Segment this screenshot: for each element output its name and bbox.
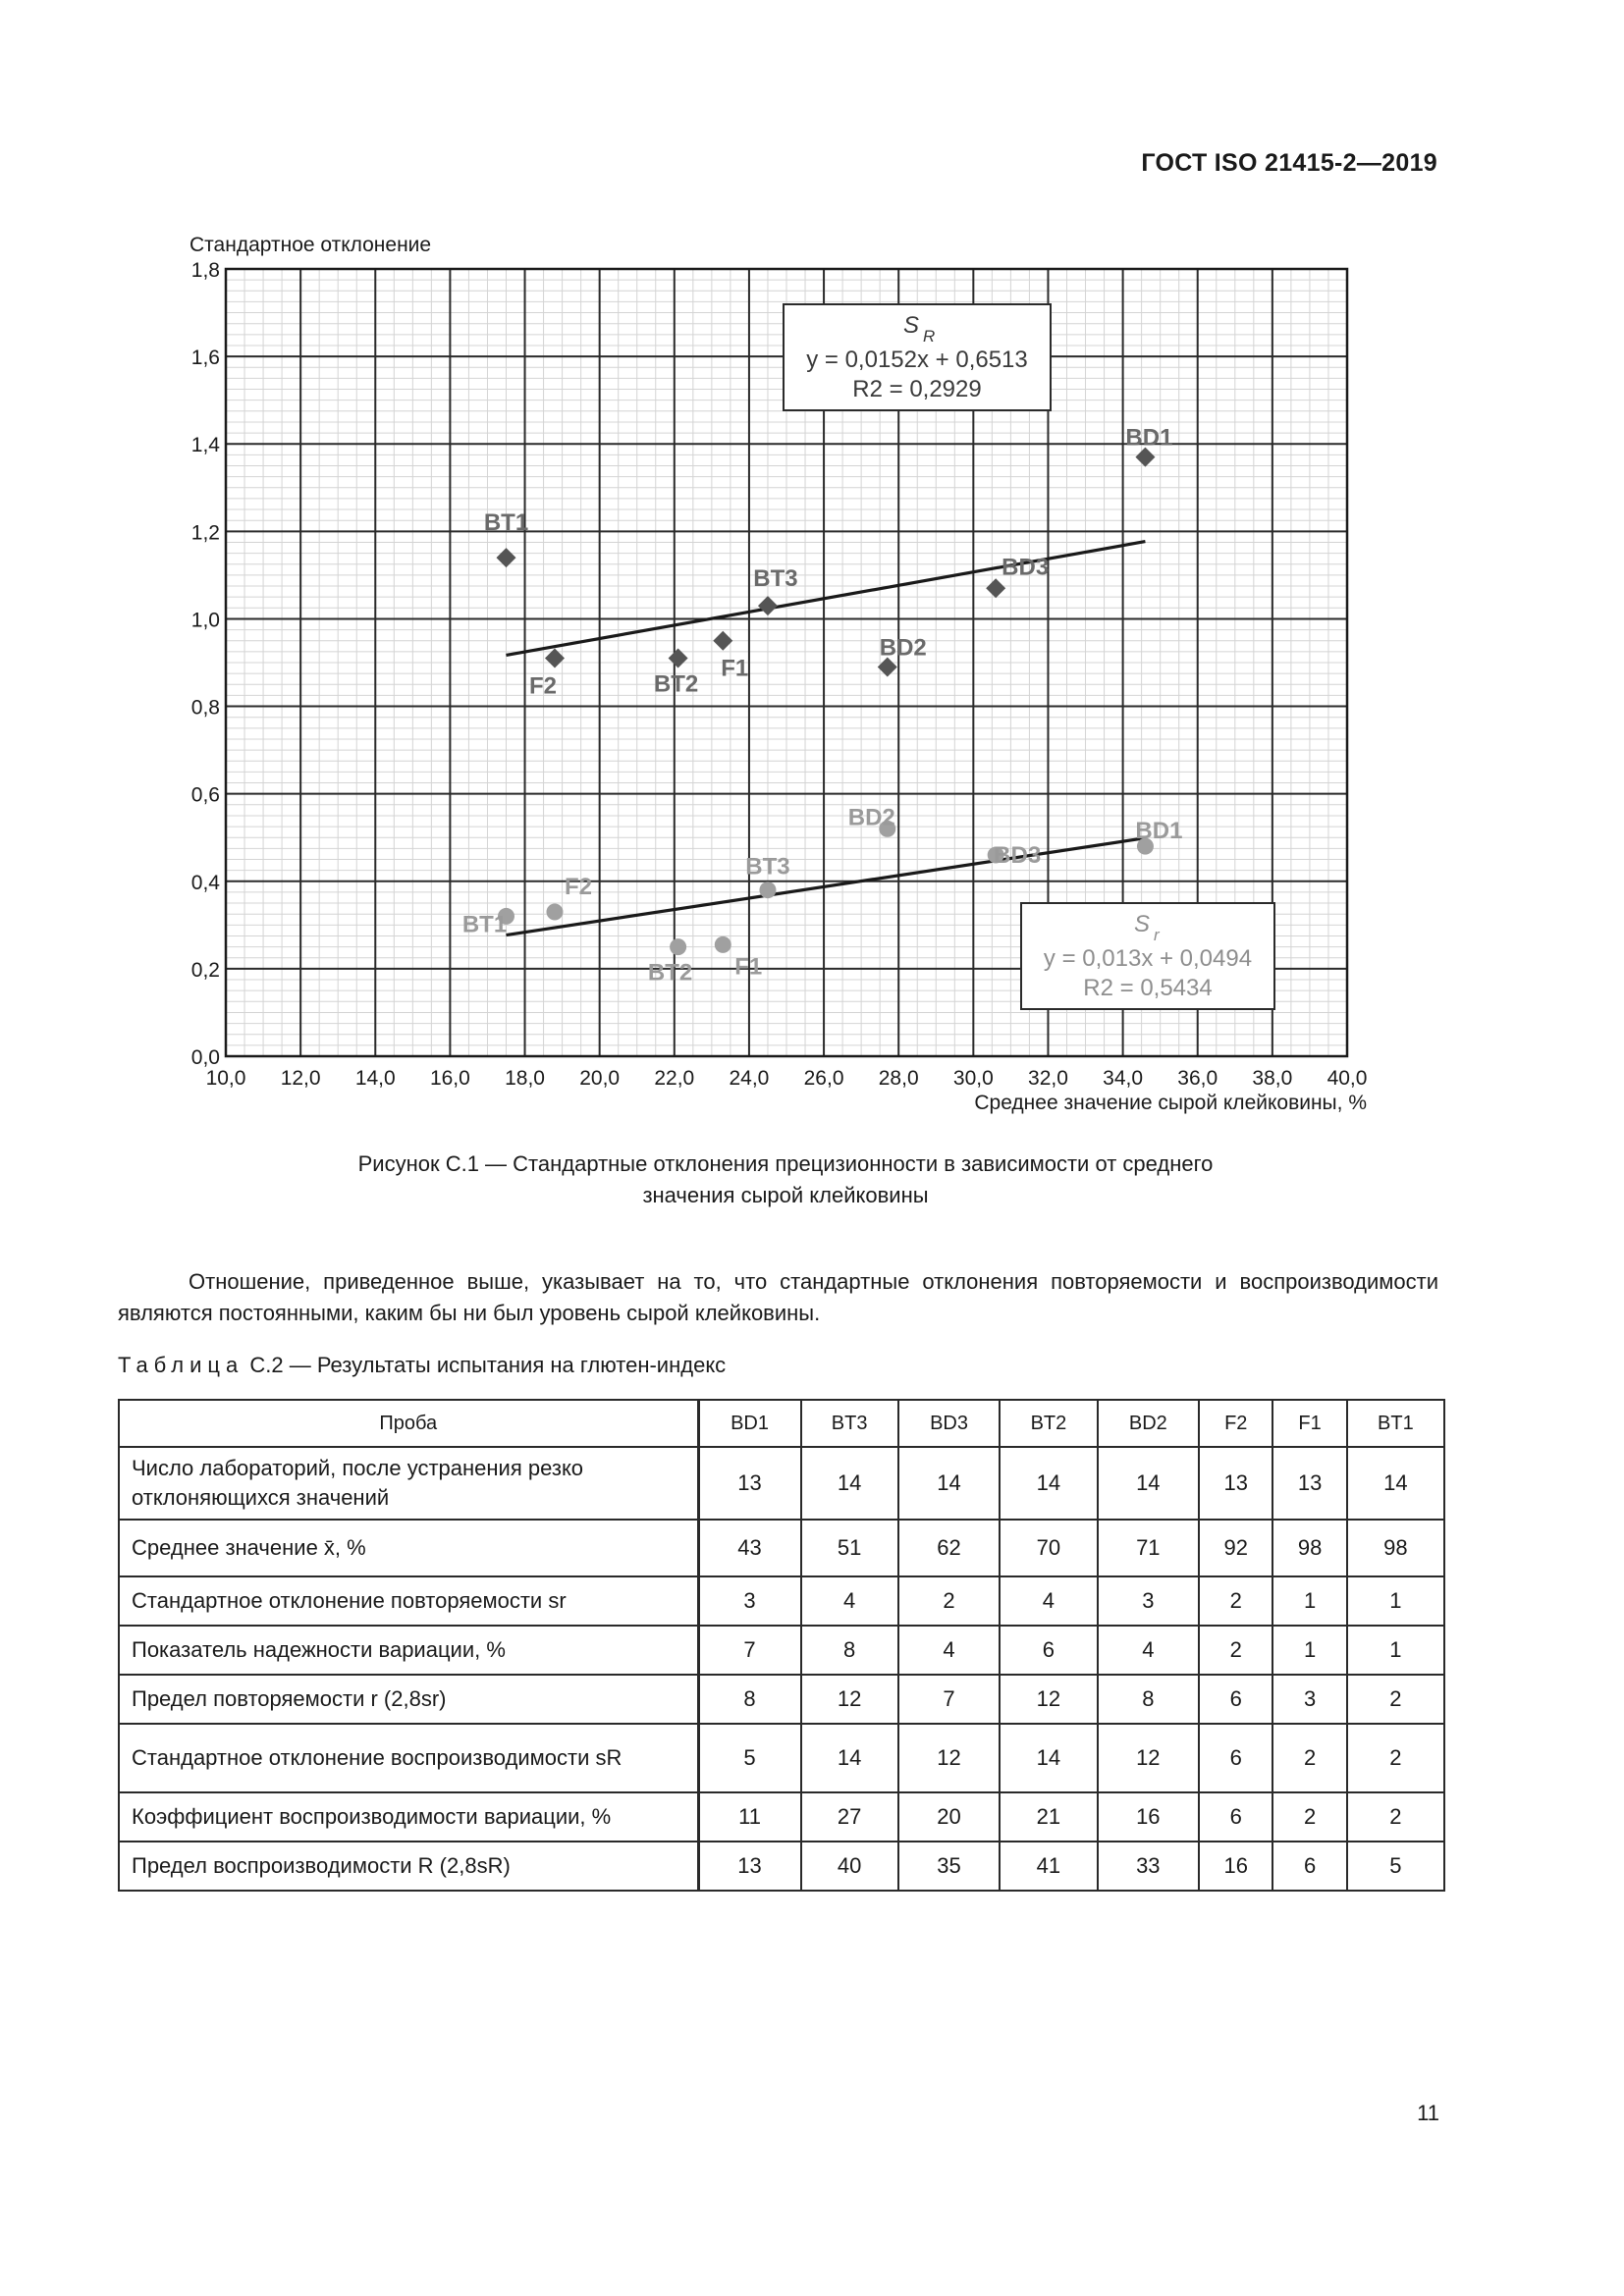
regression-equation: y = 0,013x + 0,0494	[1043, 945, 1253, 972]
figure-caption-line2: значения сырой клейковины	[642, 1183, 929, 1207]
y-tick-label: 0,4	[190, 871, 220, 894]
table-cell: 8	[1098, 1675, 1200, 1724]
point-label: BD3	[994, 842, 1042, 870]
table-cell: 21	[1000, 1792, 1097, 1842]
x-tick-label: 34,0	[1103, 1067, 1144, 1090]
row-label: Показатель надежности вариации, %	[119, 1626, 698, 1675]
x-tick-label: 38,0	[1252, 1067, 1293, 1090]
point-label: BT1	[483, 509, 529, 537]
row-label: Стандартное отклонение повторяемости sr	[119, 1576, 698, 1626]
column-header: Проба	[119, 1400, 698, 1447]
table-cell: 8	[698, 1675, 801, 1724]
table-cell: 1	[1347, 1626, 1444, 1675]
x-tick-label: 40,0	[1326, 1067, 1368, 1090]
row-label: Стандартное отклонение воспроизводимости sR	[119, 1724, 698, 1792]
table-body	[119, 1447, 1444, 1891]
x-tick-label: 16,0	[429, 1067, 470, 1090]
diamond-marker	[758, 596, 778, 615]
point-label: BD2	[847, 804, 895, 831]
table-cell: 2	[1272, 1724, 1346, 1792]
table-cell: 2	[1347, 1724, 1444, 1792]
table-cell: 13	[1199, 1447, 1272, 1520]
table-cell: 14	[898, 1447, 1001, 1520]
table-cell: 71	[1098, 1520, 1200, 1576]
row-label: Предел воспроизводимости R (2,8sR)	[119, 1842, 698, 1891]
table-row	[119, 1520, 1444, 1576]
table-cell: 98	[1347, 1520, 1444, 1576]
table-cell: 13	[698, 1447, 801, 1520]
table-cell: 6	[1000, 1626, 1097, 1675]
table-cell: 43	[698, 1520, 801, 1576]
table-cell: 7	[898, 1675, 1001, 1724]
table-cell: 2	[898, 1576, 1001, 1626]
y-tick-label: 1,8	[190, 259, 220, 282]
table-cell: 12	[801, 1675, 898, 1724]
table-cell: 4	[1000, 1576, 1097, 1626]
x-tick-label: 10,0	[205, 1067, 246, 1090]
y-tick-label: 0,0	[190, 1046, 220, 1069]
x-axis-title: Среднее значение сырой клейковины, %	[974, 1092, 1367, 1114]
standard-designation: ГОСТ ISO 21415-2—2019	[1141, 149, 1437, 177]
table-cell: 12	[1098, 1724, 1200, 1792]
table-cell: 6	[1272, 1842, 1346, 1891]
x-tick-label: 12,0	[280, 1067, 321, 1090]
column-header: BD2	[1098, 1400, 1200, 1447]
regression-name: S	[902, 312, 920, 339]
table-cell: 1	[1272, 1626, 1346, 1675]
table-row	[119, 1675, 1444, 1724]
table-cell: 12	[898, 1724, 1001, 1792]
column-header: BD1	[698, 1400, 801, 1447]
circle-marker	[715, 936, 731, 953]
table-title-rest: С.2 — Результаты испытания на глютен-индекс	[249, 1353, 727, 1377]
point-label: F1	[734, 953, 763, 981]
column-header: BD3	[898, 1400, 1001, 1447]
y-tick-label: 1,4	[190, 434, 220, 457]
table-cell: 2	[1347, 1792, 1444, 1842]
table-cell: 14	[1098, 1447, 1200, 1520]
point-label: BD1	[1135, 818, 1183, 845]
table-title	[118, 1353, 726, 1378]
table-row	[119, 1792, 1444, 1842]
diamond-marker	[986, 578, 1005, 598]
table-cell: 14	[1347, 1447, 1444, 1520]
results-table	[118, 1399, 1445, 1892]
table-cell: 7	[698, 1626, 801, 1675]
table-cell: 27	[801, 1792, 898, 1842]
table-row	[119, 1626, 1444, 1675]
point-label: BT3	[753, 565, 798, 593]
circle-marker	[670, 938, 686, 955]
y-tick-label: 0,6	[190, 783, 220, 807]
x-tick-label: 18,0	[505, 1067, 545, 1090]
table-cell: 92	[1199, 1520, 1272, 1576]
point-label: BT1	[461, 911, 508, 938]
table-cell: 4	[1098, 1626, 1200, 1675]
table-cell: 4	[801, 1576, 898, 1626]
table-cell: 16	[1098, 1792, 1200, 1842]
precision-scatter-chart	[0, 0, 1624, 1139]
table-cell: 70	[1000, 1520, 1097, 1576]
table-row	[119, 1842, 1444, 1891]
table-cell: 5	[698, 1724, 801, 1792]
table-row	[119, 1576, 1444, 1626]
table-cell: 11	[698, 1792, 801, 1842]
table-cell: 3	[1272, 1675, 1346, 1724]
table-cell: 14	[1000, 1447, 1097, 1520]
column-header: BT2	[1000, 1400, 1097, 1447]
column-header: F2	[1199, 1400, 1272, 1447]
table-cell: 1	[1272, 1576, 1346, 1626]
table-cell: 1	[1347, 1576, 1444, 1626]
x-tick-label: 28,0	[878, 1067, 919, 1090]
x-tick-label: 14,0	[354, 1067, 396, 1090]
table-cell: 98	[1272, 1520, 1346, 1576]
regression-r-squared: R2 = 0,2929	[852, 376, 982, 402]
x-tick-label: 24,0	[729, 1067, 770, 1090]
x-tick-label: 22,0	[654, 1067, 695, 1090]
column-header: F1	[1272, 1400, 1346, 1447]
table-header-row	[119, 1400, 1444, 1447]
table-cell: 6	[1199, 1792, 1272, 1842]
row-label: Предел повторяемости r (2,8sr)	[119, 1675, 698, 1724]
y-tick-label: 0,2	[190, 958, 220, 982]
table-cell: 6	[1199, 1724, 1272, 1792]
table-cell: 40	[801, 1842, 898, 1891]
y-tick-label: 1,6	[190, 347, 220, 370]
x-tick-label: 20,0	[579, 1067, 621, 1090]
table-cell: 3	[1098, 1576, 1200, 1626]
point-label: BT2	[653, 670, 699, 698]
table-cell: 4	[898, 1626, 1001, 1675]
point-label: BD2	[879, 634, 927, 662]
table-cell: 41	[1000, 1842, 1097, 1891]
table-row	[119, 1724, 1444, 1792]
table-row	[119, 1447, 1444, 1520]
regression-name-subscript: R	[923, 327, 936, 346]
y-tick-label: 1,0	[190, 609, 220, 632]
x-tick-label: 26,0	[803, 1067, 844, 1090]
table-cell: 5	[1347, 1842, 1444, 1891]
circle-marker	[759, 881, 776, 898]
table-cell: 2	[1199, 1626, 1272, 1675]
point-label: F1	[721, 655, 749, 682]
diamond-marker	[713, 631, 732, 651]
point-label: F2	[528, 672, 557, 700]
table-cell: 8	[801, 1626, 898, 1675]
row-label: Среднее значение x̄, %	[119, 1520, 698, 1576]
trendline	[507, 542, 1146, 656]
table-cell: 14	[1000, 1724, 1097, 1792]
table-cell: 6	[1199, 1675, 1272, 1724]
regression-r-squared: R2 = 0,5434	[1083, 975, 1213, 1001]
point-label: BT3	[745, 853, 790, 881]
table-cell: 13	[1272, 1447, 1346, 1520]
y-axis-title: Стандартное отклонение	[189, 234, 432, 256]
table-cell: 51	[801, 1520, 898, 1576]
x-tick-label: 30,0	[952, 1067, 994, 1090]
table-cell: 13	[698, 1842, 801, 1891]
table-cell: 12	[1000, 1675, 1097, 1724]
regression-equation: y = 0,0152x + 0,6513	[806, 347, 1028, 373]
row-label: Коэффициент воспроизводимости вариации, %	[119, 1792, 698, 1842]
table-cell: 3	[698, 1576, 801, 1626]
x-tick-label: 36,0	[1177, 1067, 1218, 1090]
page-number: 11	[1417, 2101, 1439, 2125]
y-tick-label: 1,2	[190, 521, 220, 545]
figure-caption	[196, 1148, 1375, 1211]
circle-marker	[546, 903, 563, 920]
trendlines	[507, 542, 1146, 935]
table-cell: 14	[801, 1447, 898, 1520]
table-cell: 14	[801, 1724, 898, 1792]
table-cell: 33	[1098, 1842, 1200, 1891]
table-cell: 2	[1272, 1792, 1346, 1842]
point-label: BT2	[647, 959, 693, 987]
y-tick-label: 0,8	[190, 696, 220, 720]
point-label: F2	[564, 873, 592, 900]
body-paragraph: Отношение, приведенное выше, указывает на то, что стандартные отклонения повторяемости и воспроизводимости являются постоянными, каким бы ни был уровень сырой клейковины.	[118, 1269, 1438, 1325]
figure-caption-line1: Рисунок С.1 — Стандартные отклонения прецизионности в зависимости от среднего	[357, 1151, 1214, 1176]
point-label: BD1	[1125, 424, 1173, 452]
table-cell: 35	[898, 1842, 1001, 1891]
table-cell: 62	[898, 1520, 1001, 1576]
point-label: BD3	[1001, 554, 1050, 581]
table-cell: 20	[898, 1792, 1001, 1842]
table-cell: 2	[1199, 1576, 1272, 1626]
regression-name-subscript: r	[1154, 926, 1160, 944]
table-title-word: Таблица	[118, 1353, 244, 1377]
row-label: Число лабораторий, после устранения резко отклоняющихся значений	[119, 1447, 698, 1520]
table-cell: 16	[1199, 1842, 1272, 1891]
column-header: BT1	[1347, 1400, 1444, 1447]
data-points	[497, 448, 1156, 956]
regression-name: S	[1133, 911, 1151, 937]
x-tick-label: 32,0	[1028, 1067, 1068, 1090]
column-header: BT3	[801, 1400, 898, 1447]
table-cell: 2	[1347, 1675, 1444, 1724]
